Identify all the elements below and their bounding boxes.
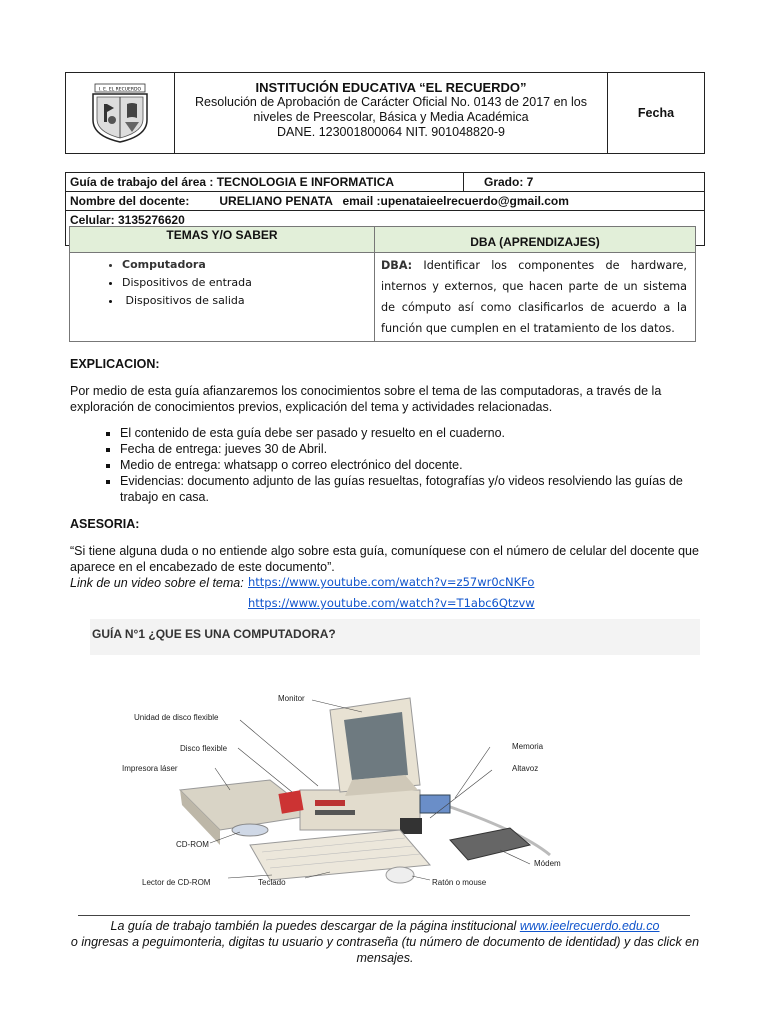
list-item: ▪ Medio de entrega: whatsapp o correo electrónico del docente. (120, 457, 720, 473)
info-row-area (66, 173, 704, 192)
video-link-label: Link de un video sobre el tema: (70, 576, 244, 590)
label-speaker: Altavoz (512, 764, 539, 773)
label-keyboard: Teclado (258, 878, 286, 887)
label-cdrom: CD-ROM (176, 840, 209, 849)
footer-line-1: La guía de trabajo también la puedes descargar de la página institucional (110, 919, 520, 933)
topics-header: TEMAS Y/O SABER (70, 227, 374, 253)
header-table (65, 72, 705, 154)
list-item: • Dispositivos de entrada (122, 274, 374, 292)
dba-description: Identificar los componentes de hardware, internos y externos, que hacen parte de un sistema de cómputo así como clasificarlos de acuerdo a la función que cumplen en el tratamiento de los datos. (381, 259, 687, 335)
label-mouse: Ratón o mouse (432, 878, 487, 887)
guia-title: GUÍA N°1 ¿QUE ES UNA COMPUTADORA? (90, 619, 700, 655)
label-memory: Memoria (512, 742, 544, 751)
school-crest-icon (87, 82, 153, 144)
institution-info (175, 73, 608, 153)
topics-list (70, 256, 374, 310)
list-item: ▪ Evidencias: documento adjunto de las guías resueltas, fotografías y/o videos resolviendo las guías de trabajo en casa. (120, 473, 720, 505)
label-cd-reader: Lector de CD-ROM (142, 878, 211, 887)
label-modem: Módem (534, 859, 561, 868)
topics-column (70, 227, 375, 341)
computer-diagram (100, 680, 620, 895)
label-printer: Impresora láser (122, 764, 178, 773)
topics-table (69, 226, 696, 342)
logo-cell (66, 73, 175, 153)
footer-line-2: o ingresas a peguimonteria, digitas tu usuario y contraseña (tu número de documento de identidad) y das click en mensajes. (70, 935, 700, 965)
dba-header: DBA (APRENDIZAJES) (375, 227, 695, 253)
label-floppy-disk: Disco flexible (180, 744, 228, 753)
video-link-2[interactable]: https://www.youtube.com/watch?v=T1abc6Qtzvw (248, 596, 535, 610)
dane-nit: DANE. 123001800064 NIT. 901048820-9 (277, 125, 505, 139)
footer-text (60, 918, 710, 966)
label-floppy-drive: Unidad de disco flexible (134, 713, 219, 722)
asesoria-paragraph: “Si tiene alguna duda o no entiende algo sobre esta guía, comuníquese con el número de celular del docente que aparece en el encabezado de este documento”. (70, 544, 699, 574)
explicacion-bullets (70, 425, 720, 505)
video-link-1[interactable]: https://www.youtube.com/watch?v=z57wr0cNKFo (248, 575, 535, 589)
dba-column (375, 227, 695, 341)
footer-divider (78, 915, 690, 916)
institution-name: INSTITUCIÓN EDUCATIVA “EL RECUERDO” (255, 80, 527, 95)
phone-label: Celular: 3135276620 (70, 213, 185, 227)
date-cell: Fecha (637, 106, 675, 120)
list-item: ▪ El contenido de esta guía debe ser pasado y resuelto en el cuaderno. (120, 425, 720, 441)
crest-text: I. E. EL RECUERDO (98, 87, 142, 93)
institution-website-link[interactable]: www.ieelrecuerdo.edu.co (519, 919, 660, 933)
info-row-teacher (66, 192, 704, 211)
asesoria-title: ASESORIA: (70, 517, 140, 531)
list-item: ▪ Fecha de entrega: jueves 30 de Abril. (120, 441, 720, 457)
list-item: • Computadora (122, 256, 374, 274)
explicacion-paragraph: Por medio de esta guía afianzaremos los conocimientos sobre el tema de las computadoras, a través de la exploración de conocimientos previos, explicación del tema y actividades relacionadas. (70, 384, 662, 414)
resolution-line-2: niveles de Preescolar, Básica y Media Académica (253, 110, 529, 124)
resolution-line-1: Resolución de Aprobación de Carácter Oficial No. 0143 de 2017 en los (195, 95, 587, 109)
label-monitor: Monitor (278, 694, 305, 703)
dba-text (375, 253, 695, 339)
explicacion-title: EXPLICACION: (70, 357, 160, 371)
grade-label: Grado: 7 (484, 175, 534, 189)
list-item: • Dispositivos de salida (122, 292, 374, 310)
area-label: Guía de trabajo del área : TECNOLOGIA E INFORMATICA (66, 173, 464, 191)
teacher-label: Nombre del docente: URELIANO PENATA email :upenataieelrecuerdo@gmail.com (70, 194, 569, 208)
dba-label: DBA: (381, 259, 413, 272)
